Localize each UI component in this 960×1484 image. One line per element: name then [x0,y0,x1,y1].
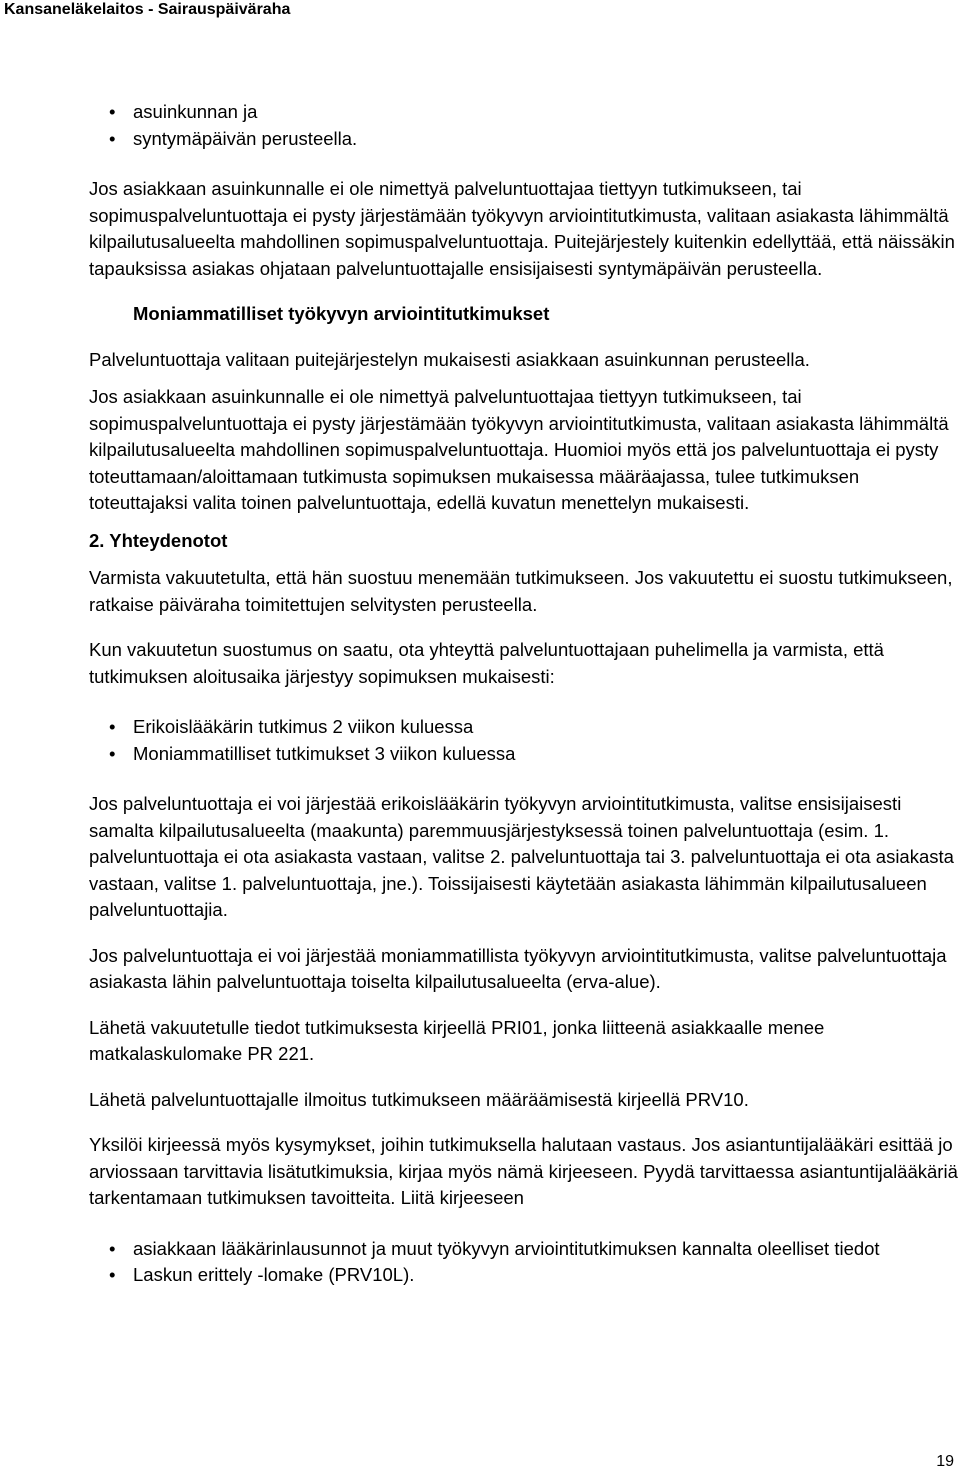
paragraph: Yksilöi kirjeessä myös kysymykset, joihin tutkimuksella halutaan vastaus. Jos asiantuntijalääkäri esittää jo arviossaan tarvittavia lisätutkimuksia, kirjaa myös nämä kirjeeseen. Pyydä tarvittaessa asiantuntijalääkäriä tarkentamaan tutkimuksen tavoitteita. Liitä kirjeeseen [89,1134,958,1208]
list-item [109,1262,960,1289]
paragraph: Lähetä palveluntuottajalle ilmoitus tutkimukseen määräämisestä kirjeellä PRV10. [89,1088,749,1110]
paragraph: Palveluntuottaja valitaan puitejärjestelyn mukaisesti asiakkaan asuinkunnan perusteella. [89,348,810,370]
paragraph: Varmista vakuutetulta, että hän suostuu menemään tutkimukseen. Jos vakuutettu ei suostu tutkimukseen, ratkaise päiväraha toimitettujen selvitysten perusteella. [89,567,953,615]
paragraph: Jos palveluntuottaja ei voi järjestää erikoislääkärin työkyvyn arviointitutkimusta, valitse ensisijaisesti samalta kilpailutusalueelta (maakunta) paremmuusjärjestyksessä toinen palveluntuottaja (esim. 1. palveluntuottaja ei ota asiakasta vastaan, valitse 2. palveluntuottaja tai 3. palveluntuottaja ei ota asiakasta vastaan, valitse 1. palveluntuottaja, jne.). Toissijaisesti käytetään asiakasta lähimmän kilpailutusalueen palveluntuottajia. [89,793,954,920]
list-item [109,99,960,126]
list-item-text: asiakkaan lääkärinlausunnot ja muut työkyvyn arviointitutkimuksen kannalta oleelliset tiedot [133,1237,880,1259]
list-item [109,741,960,768]
bullet-list-attachments [89,1236,960,1289]
list-item [109,1236,960,1263]
paragraph: Jos asiakkaan asuinkunnalle ei ole nimettyä palveluntuottajaa tiettyyn tutkimukseen, tai sopimuspalveluntuottaja ei pysty järjestämään työkyvyn arviointitutkimusta, valitaan asiakasta lähimmältä kilpailutusalueelta mahdollinen sopimuspalveluntuottaja. Puitejärjestely kuitenkin edellyttää, että näissäkin tapauksissa asiakas ohjataan palveluntuottajalle ensisijaisesti syntymäpäivän perusteella. [89,178,955,279]
list-item-text: asuinkunnan ja [133,101,258,122]
bullet-icon: • [109,716,116,737]
list-item-text: Moniammatilliset tutkimukset 3 viikon kuluessa [133,742,516,764]
document-body [89,99,960,1289]
page-header-title: Kansaneläkelaitos - Sairauspäiväraha [4,1,291,18]
paragraph: Jos palveluntuottaja ei voi järjestää moniammatillista työkyvyn arviointitutkimusta, valitse palveluntuottaja asiakasta lähin palveluntuottaja toiselta kilpailutusalueelta (erva-alue). [89,944,947,992]
list-item-text: syntymäpäivän perusteella. [133,127,358,149]
list-item-text: Laskun erittely -lomake (PRV10L). [133,1264,415,1285]
paragraph: Jos asiakkaan asuinkunnalle ei ole nimettyä palveluntuottajaa tiettyyn tutkimukseen, tai sopimuspalveluntuottaja ei pysty järjestämään työkyvyn arviointitutkimusta, valitaan asiakasta lähimmältä kilpailutusalueelta mahdollinen sopimuspalveluntuottaja. Huomioi myös että jos palveluntuottaja ei pysty toteuttamaan/aloittamaan tutkimusta sopimuksen mukaisessa määräajassa, tulee tutkimuksen toteuttajaksi valita toinen palveluntuottaja, edellä kuvatun menettelyn mukaisesti. [89,386,949,513]
list-item [109,714,960,741]
bullet-icon: • [109,101,116,122]
bullet-list-deadlines [89,714,960,767]
paragraph: Lähetä vakuutetulle tiedot tutkimuksesta kirjeellä PRI01, jonka liitteenä asiakkaalle menee matkalaskulomake PR 221. [89,1016,825,1064]
paragraph: Kun vakuutetun suostumus on saatu, ota yhteyttä palveluntuottajaan puhelimella ja varmista, että tutkimuksen aloitusaika järjestyy sopimuksen mukaisesti: [89,639,884,687]
section-heading: 2. Yhteydenotot [89,529,228,551]
list-item [109,126,960,153]
section-subheading: Moniammatilliset työkyvyn arviointitutkimukset [133,303,550,324]
bullet-icon: • [109,127,116,149]
list-item-text: Erikoislääkärin tutkimus 2 viikon kuluessa [133,716,474,737]
bullet-icon: • [109,1237,116,1259]
bullet-list-criteria [89,99,960,152]
bullet-icon: • [109,742,116,764]
page-number: 19 [936,1453,954,1470]
bullet-icon: • [109,1264,116,1285]
